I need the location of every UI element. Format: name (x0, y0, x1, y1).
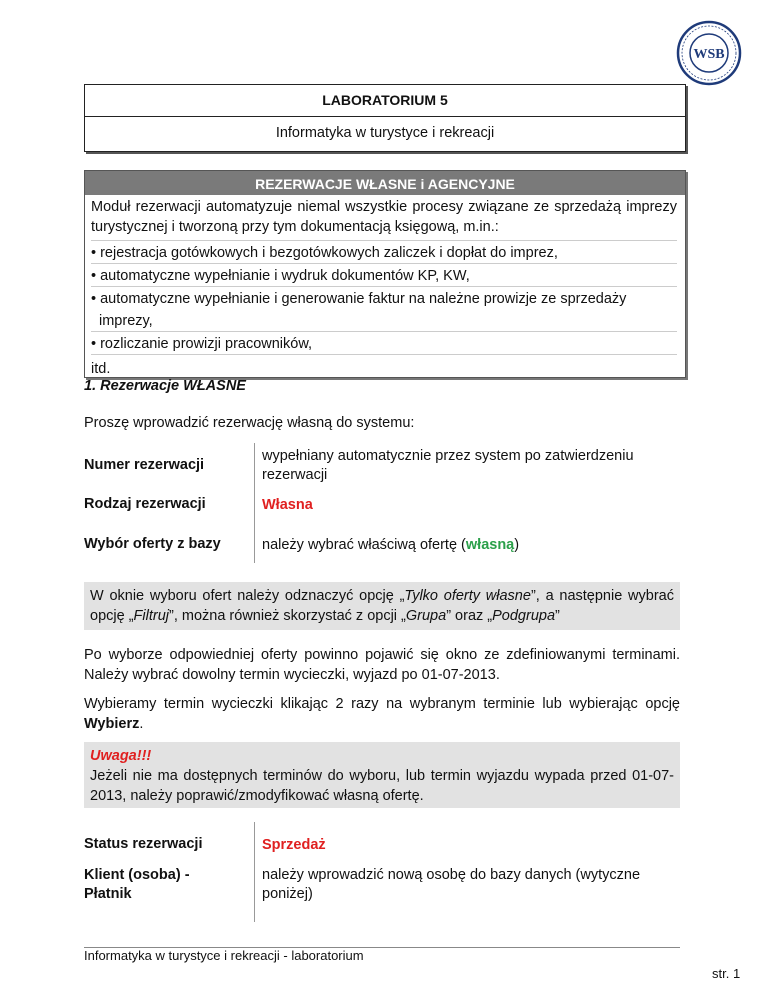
field-label: Wybór oferty z bazy (84, 536, 221, 552)
note-text: ” oraz „ (446, 608, 493, 624)
warning-title: Uwaga!!! (90, 748, 152, 764)
note-italic: Podgrupa (492, 608, 556, 624)
note-text: W oknie wyboru ofert należy odznaczyć opcję „ (90, 588, 405, 604)
instruction-note (84, 582, 680, 630)
etc-text: itd. (91, 354, 677, 379)
note-italic: Filtruj (133, 608, 169, 624)
field-value (262, 536, 682, 555)
field-value: wypełniany automatycznie przez system po zatwierdzeniu rezerwacji (262, 448, 634, 483)
module-body (91, 197, 677, 379)
bullet-item-continued: imprezy, (99, 313, 153, 329)
note-italic: Tylko oferty własne (404, 588, 531, 604)
logo-text: WSB (693, 47, 725, 62)
lab-header-box (84, 84, 686, 152)
section-intro: Proszę wprowadzić rezerwację własną do systemu: (84, 415, 415, 431)
note-text: ” (555, 608, 560, 624)
section-heading: 1. Rezerwacje WŁASNE (84, 378, 246, 394)
note-italic: Grupa (405, 608, 447, 624)
module-header: REZERWACJE WŁASNE i AGENCYJNE (85, 171, 685, 195)
paragraph-bold: Wybierz (84, 716, 140, 732)
paragraph-text: . (139, 716, 144, 732)
field-label: Klient (osoba) - Płatnik (84, 867, 190, 902)
lab-title: LABORATORIUM 5 (85, 85, 685, 117)
field-label: Status rezerwacji (84, 836, 203, 852)
footer-text: Informatyka w turystyce i rekreacji - laboratorium (84, 948, 364, 963)
page-number: str. 1 (712, 966, 741, 981)
paragraph (84, 694, 680, 734)
field-label: Numer rezerwacji (84, 457, 205, 473)
field-value-reservation-type: Własna (262, 497, 313, 513)
warning-box (84, 742, 680, 808)
note-text: ”, a następnie wybrać opcję „ (90, 588, 674, 624)
module-intro: Moduł rezerwacji automatyzuje niemal wszystkie procesy związane ze sprzedażą imprezy turystycznej i tworzoną przy tym dokumentacją księgową, m.in.: (91, 199, 677, 235)
lab-subtitle: Informatyka w turystyce i rekreacji (275, 125, 495, 141)
module-description-box (84, 170, 686, 378)
university-logo (676, 20, 742, 86)
table-divider (254, 822, 255, 922)
warning-text: Jeżeli nie ma dostępnych terminów do wyboru, lub termin wyjazdu wypada przed 01-07-2013, należy poprawić/zmodyfikować własną ofertę. (90, 768, 674, 804)
field-value-status: Sprzedaż (262, 837, 326, 853)
value-text: ) (514, 537, 520, 553)
bullet-item: • rozliczanie prowizji pracowników, (91, 331, 677, 354)
table-divider (254, 443, 255, 563)
value-highlight: własną (465, 537, 515, 553)
value-text: należy wybrać właściwą ofertę ( (262, 537, 466, 553)
bullet-item: • automatyczne wypełnianie i generowanie faktur na należne prowizje ze sprzedaży (91, 286, 677, 309)
field-value: należy wprowadzić nową osobę do bazy danych (wytyczne poniżej) (262, 867, 641, 902)
bullet-item: • automatyczne wypełnianie i wydruk dokumentów KP, KW, (91, 263, 677, 286)
paragraph: Po wyborze odpowiedniej oferty powinno pojawić się okno ze zdefiniowanymi terminami. Należy wybrać dowolny termin wycieczki, wyjazd po 01-07-2013. (84, 647, 680, 683)
paragraph-text: Wybieramy termin wycieczki klikając 2 razy na wybranym terminie lub wybierając opcję (84, 696, 680, 712)
note-text: ”, można również skorzystać z opcji „ (168, 608, 406, 624)
field-label: Rodzaj rezerwacji (84, 496, 206, 512)
bullet-item: • rejestracja gotówkowych i bezgotówkowych zaliczek i dopłat do imprez, (91, 240, 677, 263)
